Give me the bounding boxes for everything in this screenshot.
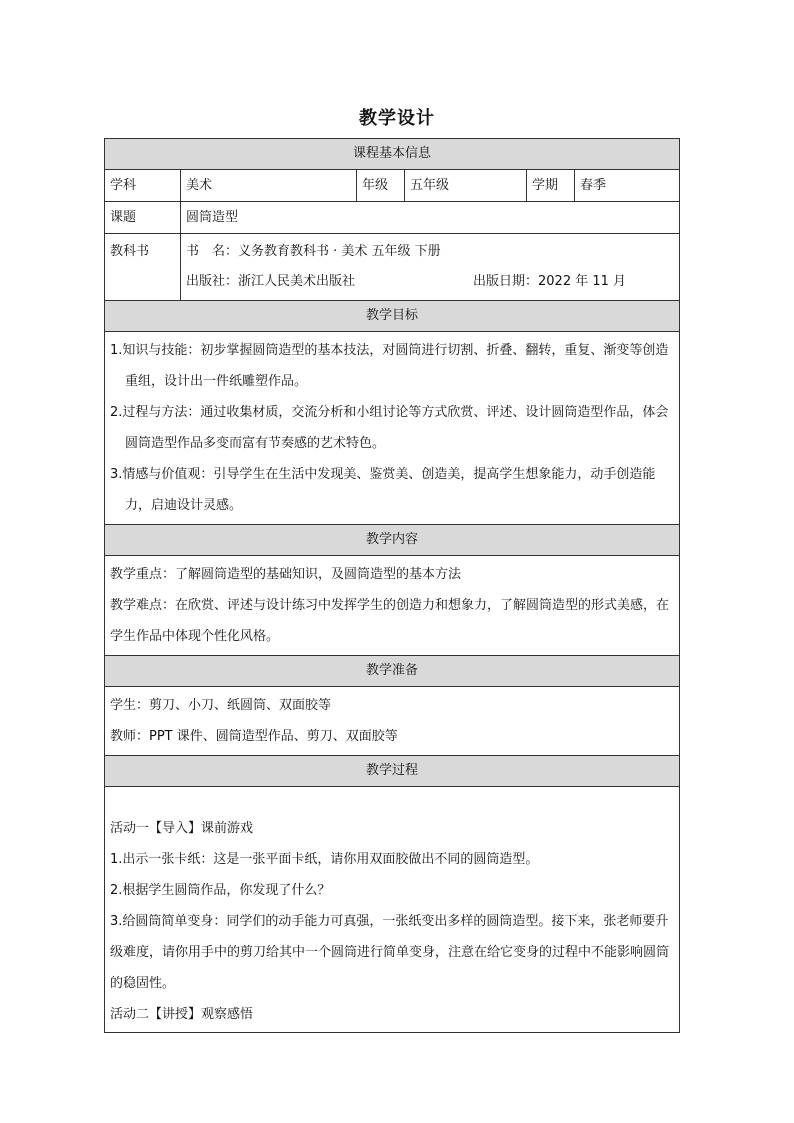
content-body <box>105 556 680 656</box>
content-row <box>105 556 680 656</box>
textbook-label: 教科书 <box>105 234 181 301</box>
topic-value: 圆筒造型 <box>181 202 680 234</box>
term-label: 学期 <box>527 170 575 202</box>
teacher-materials: 教师：PPT 课件、圆筒造型作品、剪刀、双面胶等 <box>110 729 398 744</box>
objectives-header: 教学目标 <box>105 301 680 332</box>
objective-item: 2.过程与方法：通过收集材质，交流分析和小组讨论等方式欣赏、评述、设计圆筒造型作品，体会圆筒造型作品多变而富有节奏感的艺术特色。 <box>110 405 669 451</box>
objectives-row <box>105 332 680 525</box>
topic-label: 课题 <box>105 202 181 234</box>
document-title: 教学设计 <box>359 108 435 129</box>
process-step: 3.给圆筒简单变身：同学们的动手能力可真强，一张纸变出多样的圆筒造型。接下来，张老师要升级难度，请你用手中的剪刀给其中一个圆筒进行简单变身，注意在给它变身的过程中不能影响圆筒的稳固性。 <box>110 914 670 991</box>
grade-value: 五年级 <box>405 170 527 202</box>
basic-info-header: 课程基本信息 <box>105 139 680 170</box>
activity-one-title: 活动一【导入】课前游戏 <box>110 821 254 836</box>
objectives-list <box>105 332 680 525</box>
subject-row <box>105 170 680 202</box>
publish-date: 出版日期：2022 年 11 月 <box>473 274 627 289</box>
difficulty: 教学难点：在欣赏、评述与设计练习中发挥学生的创造力和想象力，了解圆筒造型的形式美感，在学生作品中体现个性化风格。 <box>110 598 670 644</box>
lesson-plan-table <box>104 138 680 1033</box>
term-value: 春季 <box>575 170 680 202</box>
content-header-row <box>105 525 680 556</box>
textbook-row <box>105 234 680 301</box>
process-row <box>105 787 680 1033</box>
subject-value: 美术 <box>181 170 357 202</box>
objective-item: 1.知识与技能：初步掌握圆筒造型的基本技法，对圆筒进行切割、折叠、翻转，重复、渐变等创造重组，设计出一件纸雕塑作品。 <box>110 343 669 389</box>
key-point: 教学重点：了解圆筒造型的基础知识，及圆筒造型的基本方法 <box>110 567 462 582</box>
preparation-header: 教学准备 <box>105 656 680 687</box>
textbook-info <box>181 234 680 301</box>
grade-label: 年级 <box>357 170 405 202</box>
process-header-row <box>105 756 680 787</box>
subject-label: 学科 <box>105 170 181 202</box>
student-materials: 学生：剪刀、小刀、纸圆筒、双面胶等 <box>110 698 332 713</box>
objectives-header-row <box>105 301 680 332</box>
preparation-row <box>105 687 680 756</box>
publisher: 出版社：浙江人民美术出版社 <box>186 274 356 289</box>
process-step: 2.根据学生圆筒作品，你发现了什么？ <box>110 883 331 898</box>
process-body <box>105 787 680 1033</box>
preparation-header-row <box>105 656 680 687</box>
topic-row <box>105 202 680 234</box>
activity-two-title: 活动二【讲授】观察感悟 <box>110 1007 254 1022</box>
objective-item: 3.情感与价值观：引导学生在生活中发现美、鉴赏美、创造美，提高学生想象能力，动手创造能力，启迪设计灵感。 <box>110 467 656 513</box>
publisher-line <box>186 267 674 297</box>
textbook-name: 书 名：义务教育教科书 · 美术 五年级 下册 <box>186 244 441 259</box>
basic-info-header-row <box>105 139 680 170</box>
content-header: 教学内容 <box>105 525 680 556</box>
process-step: 1.出示一张卡纸：这是一张平面卡纸，请你用双面胶做出不同的圆筒造型。 <box>110 852 539 867</box>
process-header: 教学过程 <box>105 756 680 787</box>
preparation-body <box>105 687 680 756</box>
